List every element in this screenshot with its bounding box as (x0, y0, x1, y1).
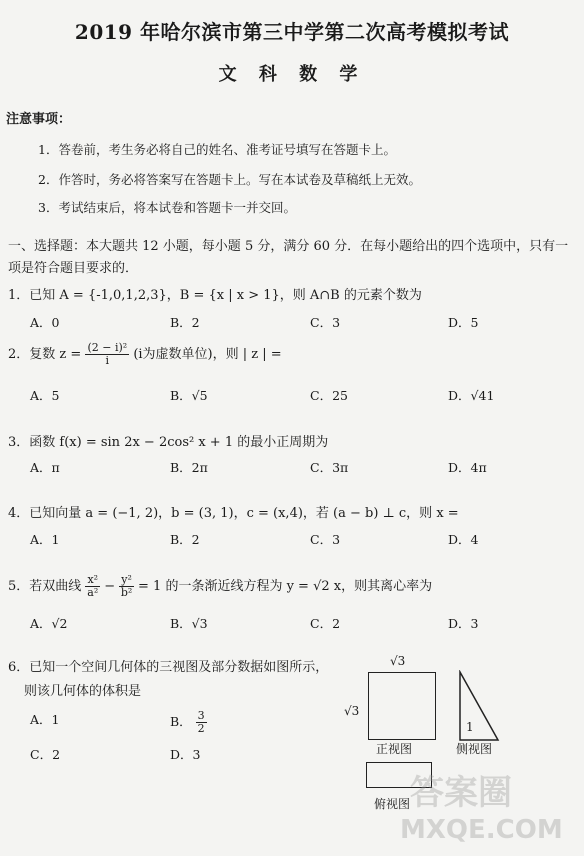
question-number: 6． (8, 660, 30, 675)
question-number: 3． (8, 435, 30, 450)
option-d: D．√41 (448, 388, 495, 403)
fraction (85, 342, 129, 367)
option-d: D．3 (170, 747, 201, 762)
option-a: A．1 (30, 712, 60, 727)
fraction-numerator: y² (121, 573, 132, 586)
fraction-numerator: 3 (197, 709, 205, 722)
note-item: 1．答卷前，考生务必将自己的姓名、准考证号填写在答题卡上。 (38, 142, 396, 157)
fraction-numerator: (2 − i)² (87, 341, 128, 354)
option-c: C．3 (310, 532, 341, 547)
note-item: 3．考试结束后，将本试卷和答题卡一并交回。 (38, 200, 296, 215)
question-3 (8, 431, 328, 450)
fraction (119, 574, 134, 599)
option-d: D．5 (448, 315, 479, 330)
minus-sign: − (104, 579, 116, 594)
option-b: B．√5 (170, 388, 208, 403)
option-b: B．√3 (170, 616, 208, 631)
question-stem: 已知向量 a = (−1, 2)，b = (3, 1)，c = (x,4)，若 (a − b) ⊥ c，则 x = (29, 506, 459, 521)
option-a: A．√2 (30, 616, 68, 631)
option-c: C．3π (310, 460, 349, 475)
question-2 (8, 342, 282, 367)
note-item: 2．作答时，务必将答案写在答题卡上。写在本试卷及草稿纸上无效。 (38, 172, 421, 187)
option-c: C．25 (310, 388, 348, 403)
question-stem-before: 若双曲线 (29, 579, 82, 594)
question-stem: 函数 f(x) = sin 2x − 2cos² x + 1 的最小正周期为 (29, 435, 329, 450)
question-6 (8, 656, 328, 675)
question-stem-before: 复数 z = (29, 347, 82, 362)
fraction-denominator: b² (120, 586, 133, 599)
fraction (196, 710, 207, 735)
question-stem-line2: 则该几何体的体积是 (24, 684, 142, 699)
option-d: D．4 (448, 532, 479, 547)
option-b: B．2 (170, 532, 200, 547)
fraction-denominator: a² (87, 586, 99, 599)
fraction-denominator: 2 (197, 722, 205, 735)
option-b (170, 710, 207, 735)
option-c: C．2 (310, 616, 341, 631)
question-4 (8, 502, 459, 521)
question-number: 5． (8, 579, 30, 594)
side-view-caption: 侧视图 (456, 742, 493, 756)
option-b-label: B． (170, 714, 192, 729)
option-c: C．2 (30, 747, 61, 762)
question-stem-after: (i为虚数单位)，则 | z | = (133, 347, 282, 362)
notes-heading: 注意事项： (6, 112, 72, 127)
option-a: A．0 (30, 315, 60, 330)
fraction (85, 574, 100, 599)
exam-subtitle: 文 科 数 学 (218, 64, 366, 85)
question-1 (8, 284, 422, 303)
front-view-caption: 正视图 (376, 742, 413, 756)
question-stem: 已知 A = {-1,0,1,2,3}，B = {x | x > 1}，则 A∩B 的元素个数为 (29, 288, 422, 303)
question-stem-after: = 1 的一条渐近线方程为 y = √2 x，则其离心率为 (138, 579, 433, 594)
front-view-square (368, 672, 436, 740)
top-view-caption: 俯视图 (374, 797, 411, 811)
question-number: 4． (8, 506, 30, 521)
watermark-logo: 答案圈 (410, 773, 512, 813)
option-a: A．π (30, 460, 60, 475)
option-a: A．1 (30, 532, 60, 547)
option-d: D．3 (448, 616, 479, 631)
fraction-numerator: x² (87, 573, 99, 586)
question-5 (8, 574, 432, 599)
front-top-label: √3 (390, 654, 406, 668)
exam-title: 2019 年哈尔滨市第三中学第二次高考模拟考试 (74, 20, 510, 44)
watermark-url: MXQE.COM (400, 815, 563, 845)
option-a: A．5 (30, 388, 60, 403)
fraction-denominator: i (105, 354, 110, 367)
section-intro: 一、选择题：本大题共 12 小题，每小题 5 分，满分 60 分．在每小题给出的四个选项中，只有一项是符合题目要求的． (8, 239, 569, 276)
side-label: 1 (466, 720, 474, 734)
option-c: C．3 (310, 315, 341, 330)
side-view-triangle (456, 670, 502, 742)
question-number: 2． (8, 347, 30, 362)
option-d: D．4π (448, 460, 487, 475)
front-left-label: √3 (344, 704, 360, 718)
question-number: 1． (8, 288, 30, 303)
option-b: B．2π (170, 460, 208, 475)
question-stem-line1: 已知一个空间几何体的三视图及部分数据如图所示， (29, 660, 329, 675)
option-b: B．2 (170, 315, 200, 330)
